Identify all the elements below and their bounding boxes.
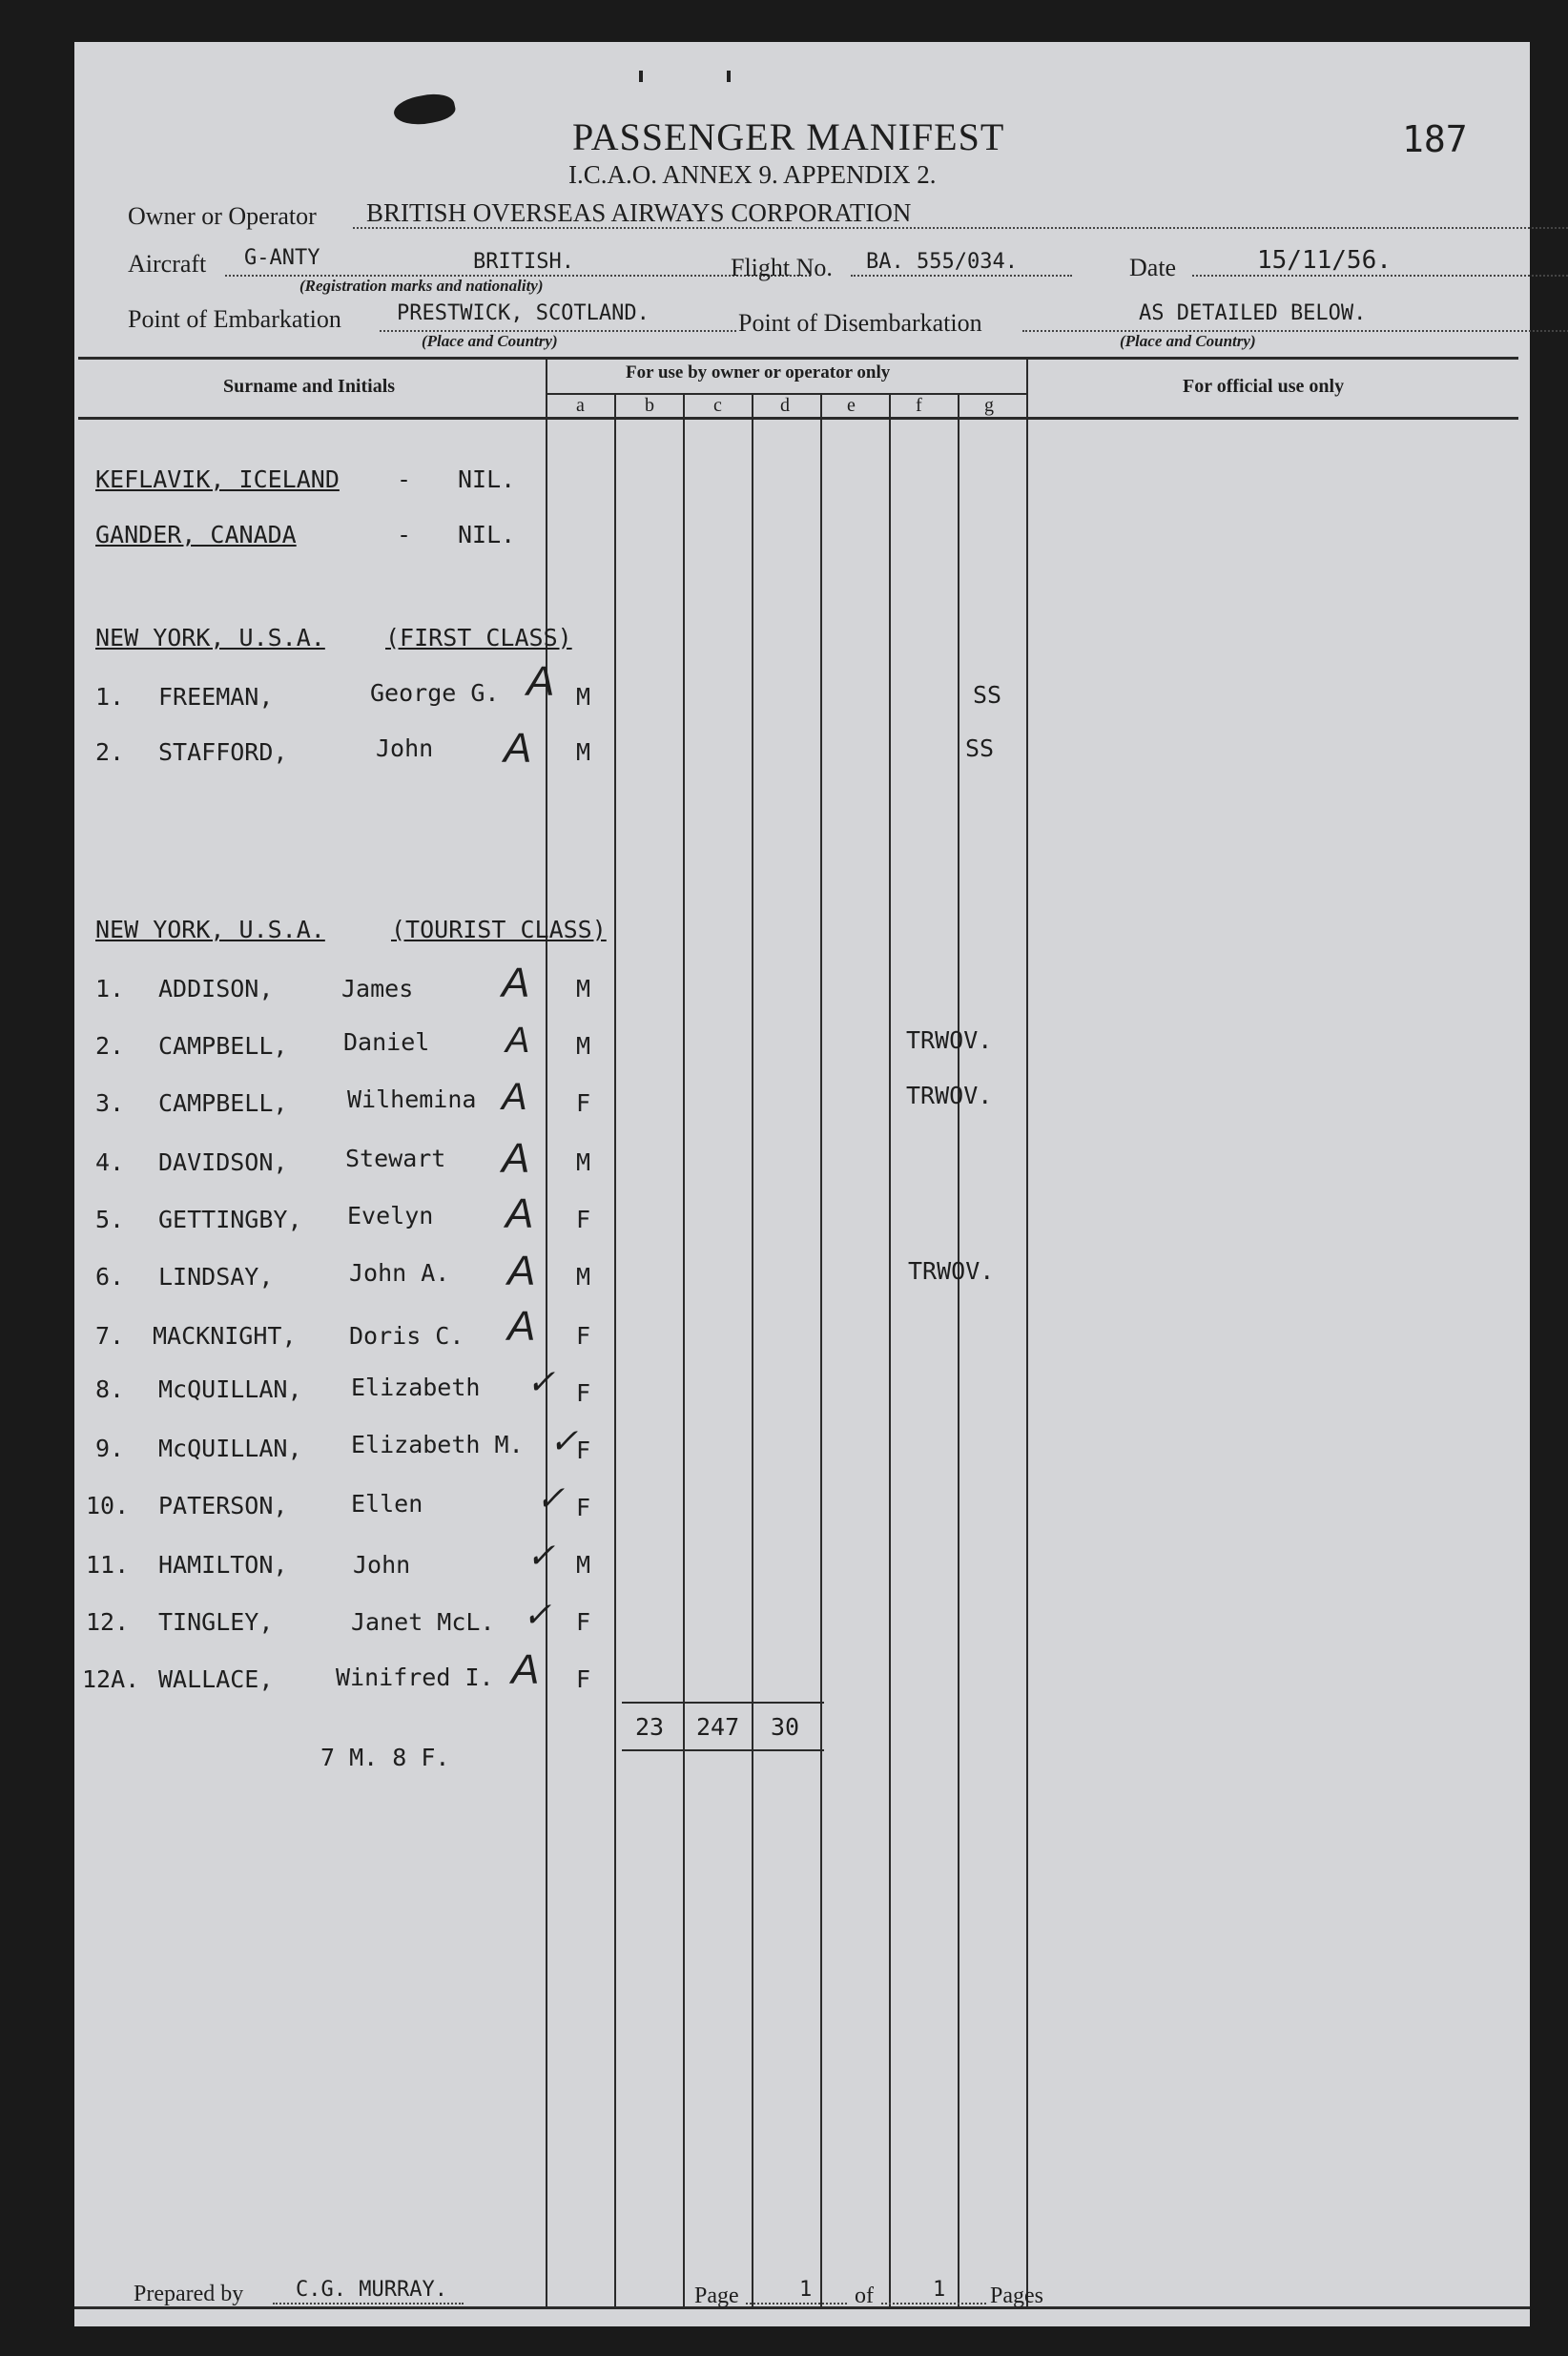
handwritten-mark: A — [511, 1646, 540, 1693]
column-g-note: SS — [973, 681, 1002, 709]
official-use-header: For official use only — [1183, 376, 1345, 397]
handwritten-mark: ✓ — [526, 1536, 556, 1575]
passenger-given-name: John — [353, 1551, 411, 1579]
column-divider-fg — [958, 395, 959, 2308]
passenger-given-name: Daniel — [343, 1028, 430, 1056]
flight-value: BA. 555/034. — [866, 250, 1018, 274]
page-value: 1 — [799, 2278, 813, 2302]
disembarkation-caption: (Place and Country) — [1120, 332, 1256, 350]
passenger-given-name: Stewart — [345, 1145, 446, 1172]
hole-mark-left — [639, 71, 643, 82]
column-e-label: e — [847, 395, 856, 416]
passenger-sex: F — [576, 1089, 591, 1117]
handwritten-mark: A — [507, 1248, 536, 1294]
ink-blot — [392, 90, 458, 131]
manifest-page — [74, 42, 1530, 2326]
disembarkation-dotted-line — [1022, 330, 1568, 332]
handwritten-mark: A — [505, 1021, 530, 1061]
column-a-label: a — [576, 395, 585, 416]
column-f-note: TRWOV. — [908, 1257, 995, 1285]
handwritten-mark: A — [502, 960, 530, 1006]
column-c-label: c — [713, 395, 722, 416]
handwritten-mark: ✓ — [536, 1478, 566, 1518]
passenger-sex: F — [576, 1494, 591, 1521]
stop-place: KEFLAVIK, ICELAND — [95, 465, 340, 493]
row-number: 8. — [95, 1375, 125, 1403]
sex-summary: 7 M. 8 F. — [320, 1744, 450, 1771]
flight-dotted-line — [851, 275, 1072, 277]
passenger-sex: F — [576, 1206, 591, 1233]
handwritten-mark: A — [526, 658, 555, 705]
passenger-surname: LINDSAY, — [158, 1263, 274, 1291]
totals-top-rule — [622, 1702, 824, 1704]
passenger-given-name: John — [376, 734, 434, 762]
row-number: 12A. — [82, 1665, 140, 1693]
page-number: 187 — [1402, 118, 1468, 160]
passenger-sex: M — [576, 683, 591, 711]
of-value: 1 — [933, 2278, 946, 2302]
embarkation-caption: (Place and Country) — [422, 332, 558, 350]
passenger-sex: M — [576, 1551, 591, 1579]
passenger-given-name: Winifred I. — [336, 1664, 494, 1691]
passenger-sex: F — [576, 1436, 591, 1464]
column-divider-de — [820, 395, 822, 2308]
passenger-surname: PATERSON, — [158, 1492, 288, 1519]
manifest-subtitle: I.C.A.O. ANNEX 9. APPENDIX 2. — [568, 160, 937, 189]
aircraft-registration: G-ANTY — [244, 246, 320, 270]
page-label: Page — [694, 2284, 739, 2308]
disembarkation-value: AS DETAILED BELOW. — [1139, 301, 1367, 325]
column-divider-ab — [614, 395, 616, 2308]
embarkation-value: PRESTWICK, SCOTLAND. — [397, 301, 650, 325]
pages-label: Pages — [990, 2284, 1043, 2308]
row-number: 12. — [86, 1608, 130, 1636]
row-number: 5. — [95, 1206, 125, 1233]
column-g-label: g — [984, 395, 994, 416]
table-header-bottom-rule — [78, 417, 1518, 420]
aircraft-nationality: BRITISH. — [473, 250, 574, 274]
aircraft-label: Aircraft — [128, 250, 207, 278]
table-top-rule — [78, 357, 1518, 360]
passenger-surname: TINGLEY, — [158, 1608, 274, 1636]
row-number: 9. — [95, 1435, 125, 1462]
hole-mark-right — [727, 71, 731, 82]
column-d-label: d — [780, 395, 790, 416]
of-dotted-line — [881, 2303, 986, 2304]
total-column-b: 23 — [635, 1713, 665, 1741]
page-dotted-line — [746, 2303, 847, 2304]
total-column-d: 30 — [771, 1713, 800, 1741]
row-number: 3. — [95, 1089, 125, 1117]
passenger-sex: M — [576, 1148, 591, 1176]
passenger-surname: STAFFORD, — [158, 738, 288, 766]
disembarkation-label: Point of Disembarkation — [738, 309, 982, 337]
column-g-note: SS — [965, 734, 995, 762]
passenger-given-name: Ellen — [351, 1490, 423, 1518]
tourist-class-heading-place: NEW YORK, U.S.A. — [95, 916, 325, 943]
passenger-given-name: George G. — [370, 679, 500, 707]
footer-rule — [74, 2306, 1530, 2309]
stop-dash: - — [397, 465, 412, 493]
passenger-surname: FREEMAN, — [158, 683, 274, 711]
handwritten-mark: A — [502, 1135, 530, 1182]
date-value: 15/11/56. — [1257, 246, 1392, 275]
date-dotted-line — [1192, 275, 1568, 277]
passenger-sex: F — [576, 1608, 591, 1636]
column-divider-bc — [683, 395, 685, 2308]
handwritten-mark: A — [502, 1076, 527, 1118]
embarkation-label: Point of Embarkation — [128, 305, 341, 333]
owner-label: Owner or Operator — [128, 202, 317, 230]
column-f-note: TRWOV. — [906, 1026, 993, 1054]
handwritten-mark: A — [504, 725, 532, 772]
handwritten-mark: ✓ — [523, 1595, 552, 1634]
passenger-given-name: Wilhemina — [347, 1085, 477, 1113]
passenger-surname: DAVIDSON, — [158, 1148, 288, 1176]
passenger-surname: GETTINGBY, — [158, 1206, 302, 1233]
stop-place: GANDER, CANADA — [95, 521, 297, 548]
row-number: 6. — [95, 1263, 125, 1291]
row-number: 2. — [95, 1032, 125, 1060]
total-column-c: 247 — [696, 1713, 740, 1741]
passenger-sex: F — [576, 1379, 591, 1407]
passenger-surname: HAMILTON, — [158, 1551, 288, 1579]
passenger-sex: M — [576, 738, 591, 766]
passenger-given-name: Elizabeth — [351, 1374, 481, 1401]
passenger-given-name: Elizabeth M. — [351, 1431, 524, 1458]
passenger-surname: CAMPBELL, — [158, 1089, 288, 1117]
handwritten-mark: ✓ — [526, 1362, 556, 1401]
passenger-surname: MACKNIGHT, — [153, 1322, 297, 1350]
aircraft-caption: (Registration marks and nationality) — [299, 277, 544, 295]
handwritten-mark: A — [505, 1190, 534, 1237]
passenger-given-name: Evelyn — [347, 1202, 434, 1230]
operator-use-header: For use by owner or operator only — [626, 362, 891, 382]
manifest-title: PASSENGER MANIFEST — [572, 115, 1005, 158]
row-number: 7. — [95, 1322, 125, 1350]
column-b-label: b — [645, 395, 654, 416]
column-divider-cd — [752, 395, 753, 2308]
column-divider-ef — [889, 395, 891, 2308]
passenger-sex: F — [576, 1322, 591, 1350]
flight-label: Flight No. — [731, 254, 833, 281]
prepared-by-label: Prepared by — [134, 2282, 244, 2306]
column-f-note: TRWOV. — [906, 1082, 993, 1109]
stop-value: NIL. — [458, 465, 516, 493]
passenger-given-name: James — [341, 975, 414, 1002]
passenger-given-name: Doris C. — [349, 1322, 464, 1350]
passenger-sex: F — [576, 1665, 591, 1693]
passenger-surname: McQUILLAN, — [158, 1375, 302, 1403]
stop-dash: - — [397, 521, 412, 548]
column-f-label: f — [916, 395, 922, 416]
row-number: 1. — [95, 683, 125, 711]
row-number: 4. — [95, 1148, 125, 1176]
column-divider-official — [1026, 359, 1028, 2308]
passenger-surname: McQUILLAN, — [158, 1435, 302, 1462]
row-number: 2. — [95, 738, 125, 766]
passenger-given-name: Janet McL. — [351, 1608, 495, 1636]
row-number: 11. — [86, 1551, 130, 1579]
passenger-sex: M — [576, 975, 591, 1002]
owner-value: BRITISH OVERSEAS AIRWAYS CORPORATION — [366, 198, 912, 227]
first-class-heading-class: (FIRST CLASS) — [385, 624, 572, 651]
prepared-by-dotted-line — [273, 2303, 464, 2304]
passenger-given-name: John A. — [349, 1259, 450, 1287]
row-number: 10. — [86, 1492, 130, 1519]
of-label: of — [855, 2284, 874, 2308]
passenger-surname: WALLACE, — [158, 1665, 274, 1693]
prepared-by-value: C.G. MURRAY. — [296, 2278, 447, 2302]
handwritten-mark: ✓ — [549, 1421, 579, 1460]
date-label: Date — [1129, 254, 1177, 281]
row-number: 1. — [95, 975, 125, 1002]
passenger-surname: ADDISON, — [158, 975, 274, 1002]
passenger-sex: M — [576, 1263, 591, 1291]
first-class-heading-place: NEW YORK, U.S.A. — [95, 624, 325, 651]
totals-bottom-rule — [622, 1749, 824, 1751]
stop-value: NIL. — [458, 521, 516, 548]
tourist-class-heading-class: (TOURIST CLASS) — [391, 916, 607, 943]
passenger-surname: CAMPBELL, — [158, 1032, 288, 1060]
passenger-sex: M — [576, 1032, 591, 1060]
handwritten-mark: A — [507, 1303, 536, 1350]
surname-column-header: Surname and Initials — [223, 376, 396, 397]
